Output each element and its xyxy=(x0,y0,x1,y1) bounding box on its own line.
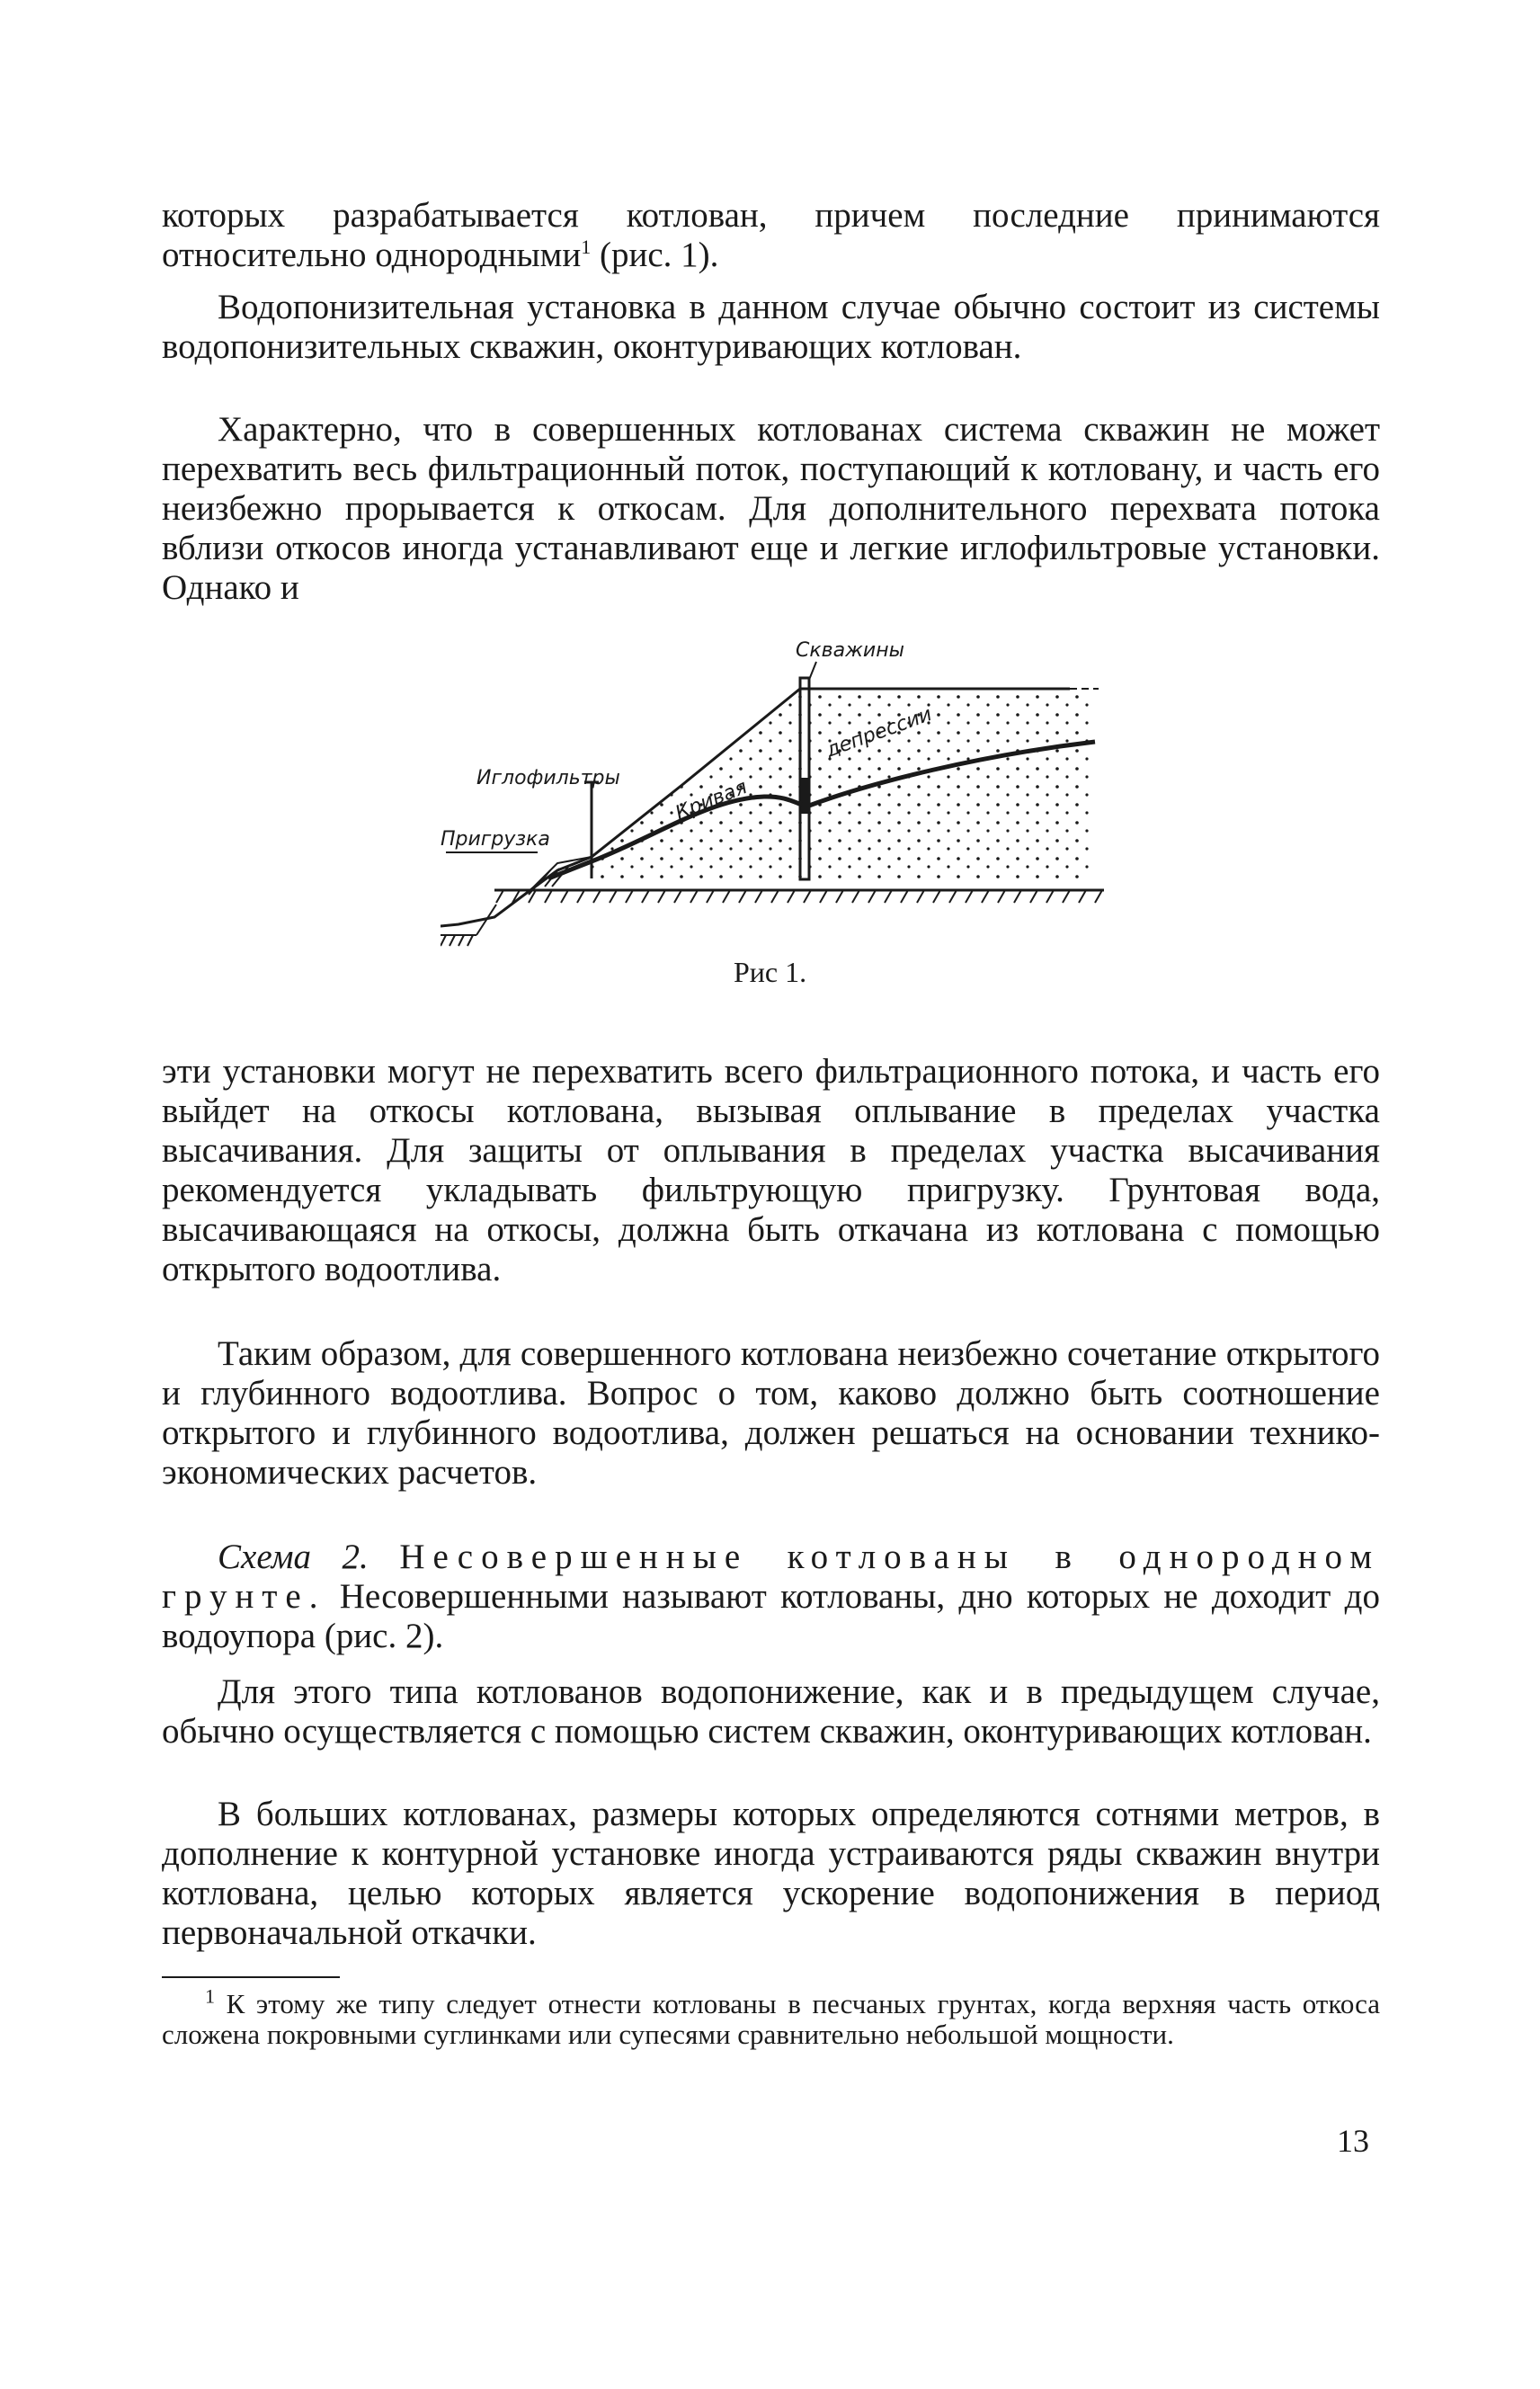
scheme-title: Несовершенные котлованы в однородном грунте. xyxy=(162,1538,1380,1616)
footnote-text: К этому же типу следует отнести котлованы в песчаных грунтах, когда верхняя часть откоса сложена покровными суглинками или супесями сравнительно небольшой мощности. xyxy=(162,1988,1380,2050)
paragraph-5: Таким образом, для совершенного котлована неизбежно сочетание открытого и глубинного водоотлива. Вопрос о том, каково должно быть соотношение открытого и глубинного водоотлива, должен решаться на основании технико-экономических расчетов. xyxy=(162,1334,1380,1492)
paragraph-6-rest: Несовершенными называют котлованы, дно которых не доходит до водоупора (рис. 2). xyxy=(162,1577,1380,1655)
label-curve: Кривая xyxy=(672,776,751,825)
label-surcharge: Пригрузка xyxy=(441,828,550,851)
paragraph-4: эти установки могут не перехватить всего фильтрационного потока, и часть его выйдет на откосы котлована, вызывая оплывание в пределах участка высачивания. Для защиты от оплывания в пределах участка высачивания рекомендуется укладывать фильтрующую пригрузку. Грунтовая вода, высачивающаяся на откосы, должна быть откачана из котлована с помощью открытого водоотлива. xyxy=(162,1052,1380,1288)
footnote-mark: 1 xyxy=(205,1984,215,2008)
paragraph-3: Характерно, что в совершенных котлованах система скважин не может перехватить весь фильтрационный поток, поступающий к котловану, и часть его неизбежно прорывается к откосам. Для дополнительного перехвата потока вблизи откосов иногда устанавливают еще и легкие иглофильтровые установки. Однако и xyxy=(162,410,1380,607)
paragraph-1-text: которых разрабатывается котлован, причем последние принимаются относительно однородными xyxy=(162,196,1380,274)
label-depression: депрессии xyxy=(823,702,936,762)
label-wells: Скважины xyxy=(796,639,904,662)
paragraph-8: В больших котлованах, размеры которых определяются сотнями метров, в дополнение к контурной установке иногда устраиваются ряды скважин внутри котлована, целью которых является ускорение водопонижения в период первоначальной откачки. xyxy=(162,1795,1380,1952)
page-number: 13 xyxy=(1337,2123,1369,2159)
footnote xyxy=(162,1984,1380,2050)
figure-caption: Рис 1. xyxy=(733,956,807,988)
scheme-label: Схема 2. xyxy=(218,1538,369,1576)
figure-excavation-section xyxy=(441,620,1106,980)
soil-body xyxy=(592,689,1092,878)
aquiclude-hatch xyxy=(496,890,1102,903)
paragraph-1-tail: (рис. 1). xyxy=(591,236,719,274)
paragraph-6 xyxy=(162,1538,1380,1656)
paragraph-2: Водопонизительная установка в данном случае обычно состоит из системы водопонизительных скважин, оконтуривающих котлован. xyxy=(162,288,1380,366)
paragraph-1 xyxy=(162,196,1380,275)
label-needle-filters: Иглофильтры xyxy=(476,767,620,789)
footnote-reference[interactable]: 1 xyxy=(581,236,592,258)
footnote-separator xyxy=(162,1976,340,1978)
well-filter-section xyxy=(801,778,808,814)
label-wells-leader xyxy=(809,662,816,680)
paragraph-7: Для этого типа котлованов водопонижение, как и в предыдущем случае, обычно осуществляется с помощью систем скважин, оконтуривающих котлован. xyxy=(162,1672,1380,1751)
